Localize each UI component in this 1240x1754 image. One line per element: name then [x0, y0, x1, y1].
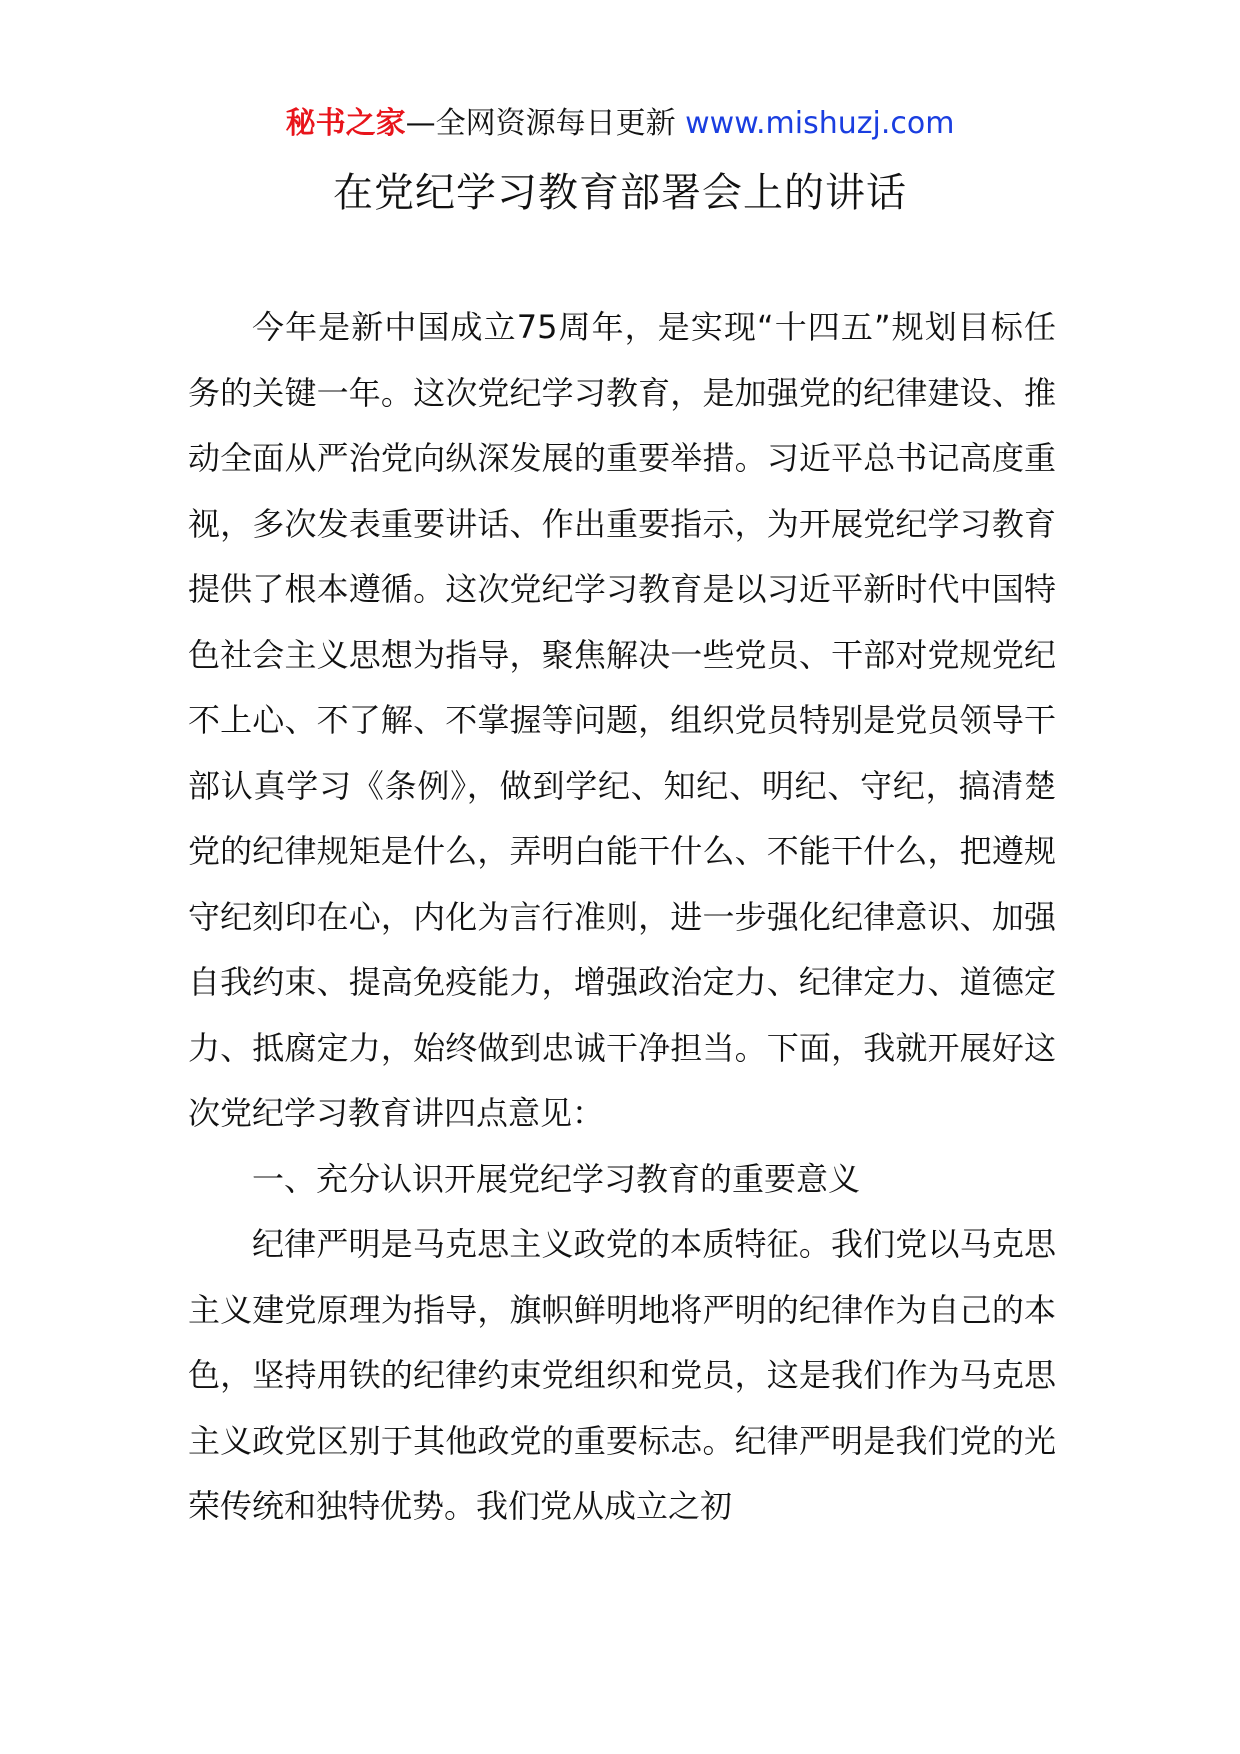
- site-brand: 秘书之家: [285, 106, 406, 141]
- section-1-paragraph: 纪律严明是马克思主义政党的本质特征。我们党以马克思主义建党原理为指导，旗帜鲜明地将严明的纪律作为自己的本色，坚持用铁的纪律约束党组织和党员，这是我们作为马克思主义政党区别于其他政党的重要标志。纪律严明是我们党的光荣传统和独特优势。我们党从成立之初: [188, 1225, 1056, 1525]
- section-heading-1: 一、充分认识开展党纪学习教育的重要意义: [252, 1159, 861, 1198]
- document-title: 在党纪学习教育部署会上的讲话: [333, 170, 907, 216]
- intro-paragraph: 今年是新中国成立75周年，是实现“十四五”规划目标任务的关键一年。这次党纪学习教育，是加强党的纪律建设、推动全面从严治党向纵深发展的重要举措。习近平总书记高度重视，多次发表重要讲话、作出重要指示，为开展党纪学习教育提供了根本遵循。这次党纪学习教育是以习近平新时代中国特色社会主义思想为指导，聚焦解决一些党员、干部对党规党纪不上心、不了解、不掌握等问题，组织党员特别是党员领导干部认真学习《条例》，做到学纪、知纪、明纪、守纪，搞清楚党的纪律规矩是什么，弄明白能干什么、不能干什么，把遵规守纪刻印在心，内化为言行准则，进一步强化纪律意识、加强自我约束、提高免疫能力，增强政治定力、纪律定力、道德定力、抵腐定力，始终做到忠诚干净担当。下面，我就开展好这次党纪学习教育讲四点意见：: [188, 308, 1056, 1132]
- site-header: [0, 102, 1240, 146]
- site-url-link[interactable]: www.mishuzj.com: [685, 106, 955, 141]
- document-body: [188, 295, 1056, 1540]
- site-tagline: —全网资源每日更新: [405, 106, 686, 141]
